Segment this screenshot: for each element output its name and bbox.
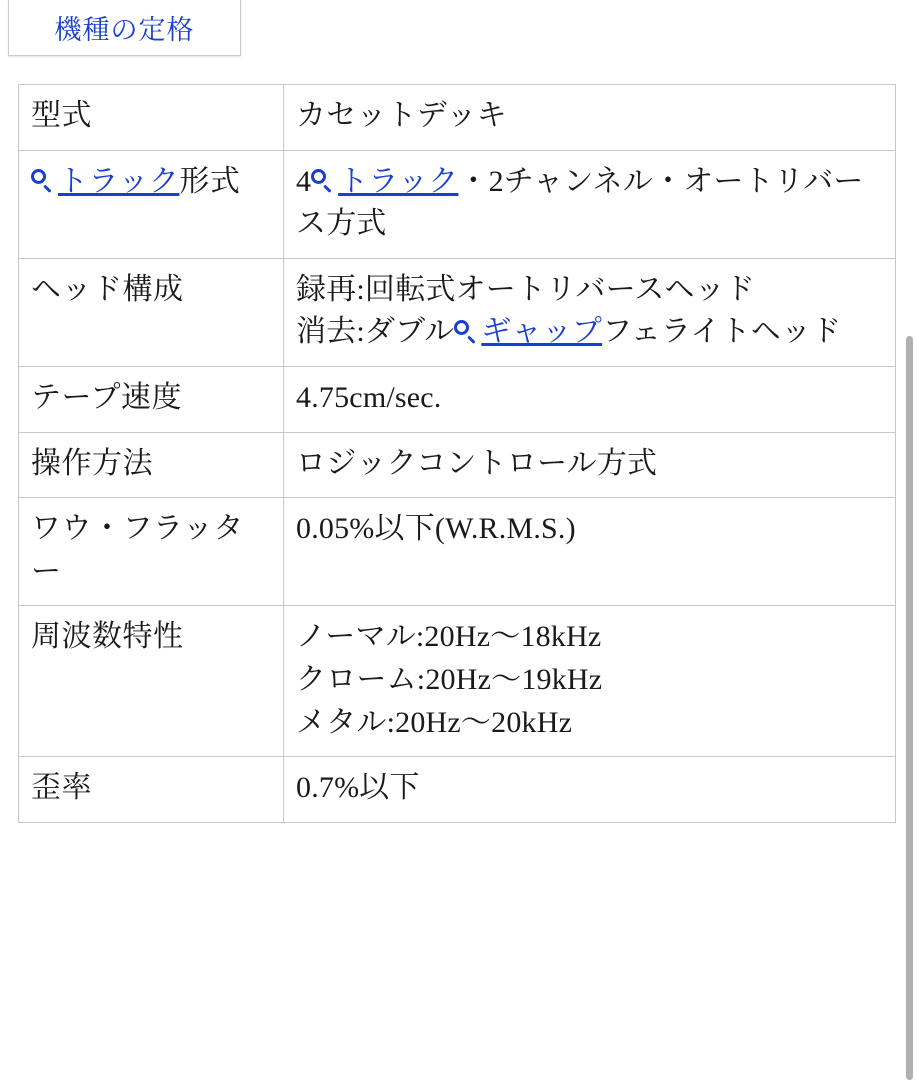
spec-value-line	[296, 161, 883, 246]
text-fragment: ノーマル:20Hz〜18kHz	[296, 620, 602, 654]
spec-value-cell	[284, 432, 896, 498]
table-row	[19, 498, 896, 606]
spec-table-container	[18, 84, 905, 823]
search-link[interactable]	[311, 165, 458, 198]
spec-value-cell	[284, 498, 896, 606]
text-fragment: 歪率	[31, 771, 92, 805]
spec-value-cell	[284, 757, 896, 823]
text-fragment: カセットデッキ	[296, 99, 507, 132]
text-fragment: クローム:20Hz〜19kHz	[296, 662, 603, 696]
text-fragment: テープ速度	[31, 380, 182, 414]
table-row	[19, 606, 896, 757]
spec-value-cell	[284, 606, 896, 757]
spec-key-cell	[19, 150, 284, 258]
text-fragment: メタル:20Hz〜20kHz	[296, 705, 573, 739]
spec-key-cell	[19, 432, 284, 498]
text-fragment: 形式	[179, 164, 241, 198]
spec-key-cell	[19, 258, 284, 366]
spec-value-cell	[284, 150, 896, 258]
text-fragment: 周波数特性	[31, 620, 184, 654]
search-icon	[454, 320, 477, 343]
text-fragment: 0.05%以下(W.R.M.S.)	[296, 512, 576, 546]
text-fragment: ワウ・フラッター	[31, 512, 244, 588]
search-link[interactable]	[454, 315, 602, 348]
text-fragment: 消去:ダブル	[296, 315, 455, 349]
search-link-label: トラック	[338, 164, 459, 198]
tab-label: 機種の定格	[54, 15, 195, 45]
page-scrollbar-thumb[interactable]	[906, 336, 913, 1080]
table-row	[19, 366, 896, 432]
spec-value-line	[296, 443, 883, 486]
spec-key-cell	[19, 606, 284, 757]
spec-value-line	[296, 95, 883, 138]
text-fragment: ・2チャンネル・オートリバース方式	[296, 164, 864, 241]
table-row	[19, 150, 896, 258]
spec-key-cell	[19, 757, 284, 823]
spec-value-line	[296, 702, 883, 745]
spec-value-cell	[284, 85, 896, 151]
spec-value-line	[296, 616, 883, 659]
spec-value-line	[296, 377, 883, 420]
text-fragment: 操作方法	[31, 446, 153, 480]
spec-table-body	[19, 85, 896, 823]
text-fragment: フェライトヘッド	[602, 315, 842, 349]
text-fragment: 型式	[31, 99, 92, 132]
table-row	[19, 258, 896, 366]
text-fragment: 0.7%以下	[296, 771, 420, 805]
search-link[interactable]	[31, 165, 179, 198]
spec-table	[18, 84, 896, 823]
text-fragment: 4.75cm/sec.	[296, 380, 442, 414]
spec-value-line	[296, 311, 883, 354]
text-fragment: ロジックコントロール方式	[296, 446, 658, 480]
text-fragment: 録再:回転式オートリバースヘッド	[296, 272, 756, 306]
table-row	[19, 432, 896, 498]
spec-value-line	[296, 508, 883, 551]
table-row	[19, 85, 896, 151]
text-fragment: 4	[296, 164, 312, 198]
spec-key-cell	[19, 366, 284, 432]
tab-bar	[0, 0, 917, 58]
search-link-label: トラック	[57, 164, 180, 198]
spec-value-line	[296, 767, 883, 810]
spec-value-line	[296, 269, 883, 312]
spec-key-cell	[19, 498, 284, 606]
tab-spec-sheet[interactable]	[8, 0, 241, 56]
spec-value-cell	[284, 258, 896, 366]
text-fragment: ヘッド構成	[31, 272, 184, 306]
search-icon	[311, 169, 334, 192]
table-row	[19, 757, 896, 823]
spec-key-cell	[19, 85, 284, 151]
spec-value-line	[296, 659, 883, 702]
search-icon	[31, 169, 54, 192]
page-scrollbar[interactable]	[908, 0, 915, 1080]
search-link-label: ギャップ	[481, 315, 603, 349]
spec-value-cell	[284, 366, 896, 432]
